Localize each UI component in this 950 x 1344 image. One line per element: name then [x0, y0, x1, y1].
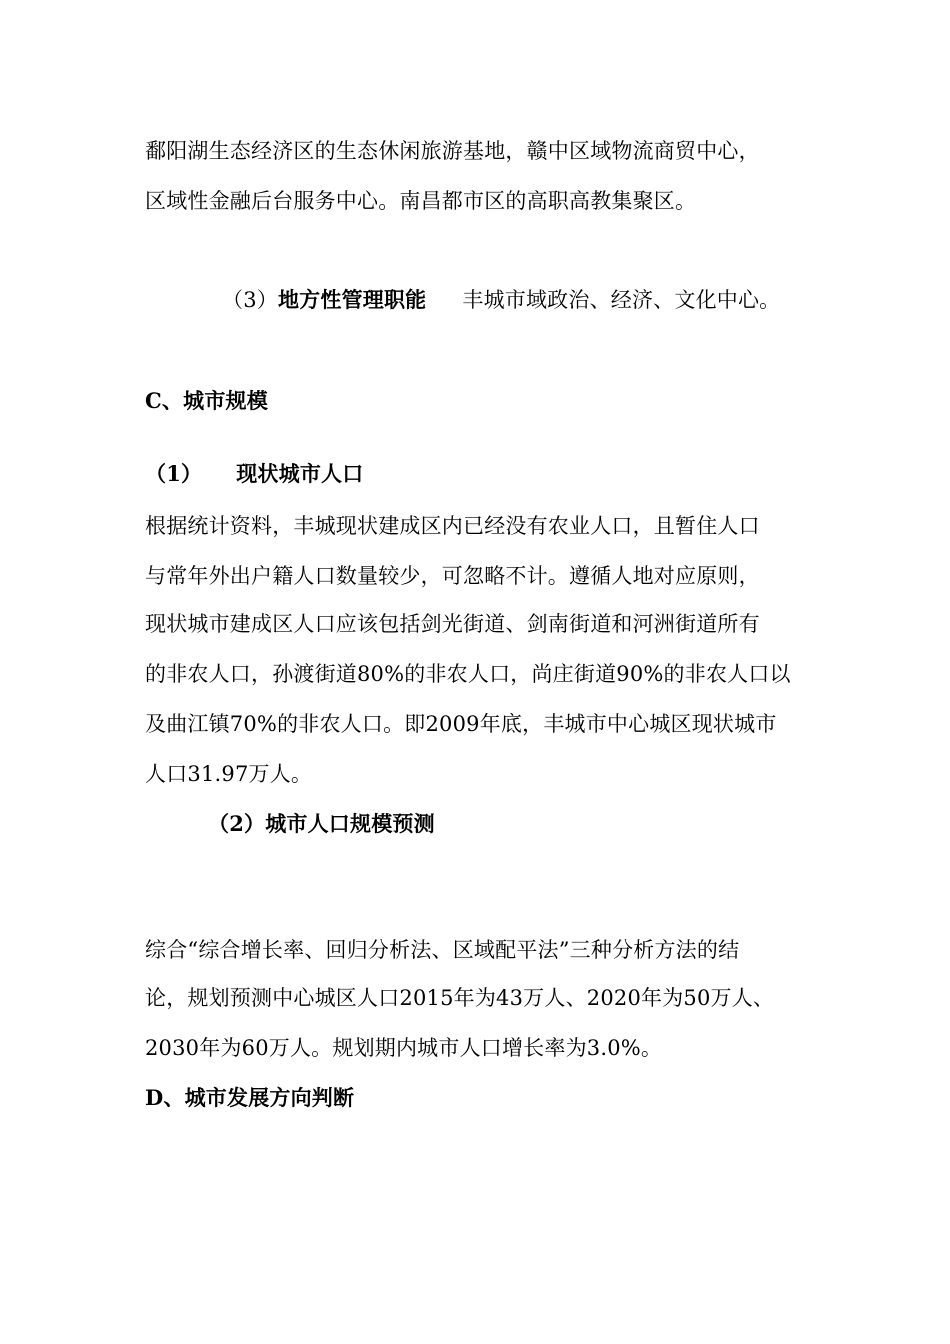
paragraph-line: 与常年外出户籍人口数量较少，可忽略不计。遵循人地对应原则，: [145, 564, 760, 588]
subsection-1-number: （1）: [145, 461, 203, 486]
paragraph-line: 现状城市建成区人口应该包括剑光街道、剑南街道和河洲街道所有: [145, 612, 760, 636]
paragraph-line: 区域性金融后台服务中心。南昌都市区的高职高教集聚区。: [145, 189, 697, 213]
paragraph-line: 根据统计资料，丰城现状建成区内已经没有农业人口，且暂住人口: [145, 514, 760, 538]
paragraph-line: 综合“综合增长率、回归分析法、区域配平法”三种分析方法的结: [145, 938, 740, 962]
subsection-1-heading: [145, 460, 363, 488]
item-3-line: [222, 286, 780, 314]
subsection-1-title: 现状城市人口: [236, 461, 364, 486]
section-c-title: C、城市规模: [145, 388, 268, 413]
item-3-text: 丰城市域政治、经济、文化中心。: [462, 288, 781, 312]
item-3-heading: 地方性管理职能: [277, 287, 427, 312]
section-d-title: D、城市发展方向判断: [145, 1085, 355, 1110]
item-3-number: （3）: [222, 288, 278, 312]
paragraph-line: 及曲江镇70%的非农人口。即2009年底，丰城市中心城区现状城市: [145, 712, 777, 736]
paragraph-line: 的非农人口，孙渡街道80%的非农人口，尚庄街道90%的非农人口以: [145, 662, 791, 686]
paragraph-line: 论，规划预测中心城区人口2015年为43万人、2020年为50万人、: [145, 986, 775, 1010]
paragraph-line: 2030年为60万人。规划期内城市人口增长率为3.0%。: [145, 1036, 663, 1060]
paragraph-line: 鄱阳湖生态经济区的生态休闲旅游基地，赣中区域物流商贸中心，: [145, 139, 760, 163]
paragraph-line: 人口31.97万人。: [145, 762, 313, 786]
subsection-2-heading: （2）城市人口规模预测: [208, 811, 435, 836]
